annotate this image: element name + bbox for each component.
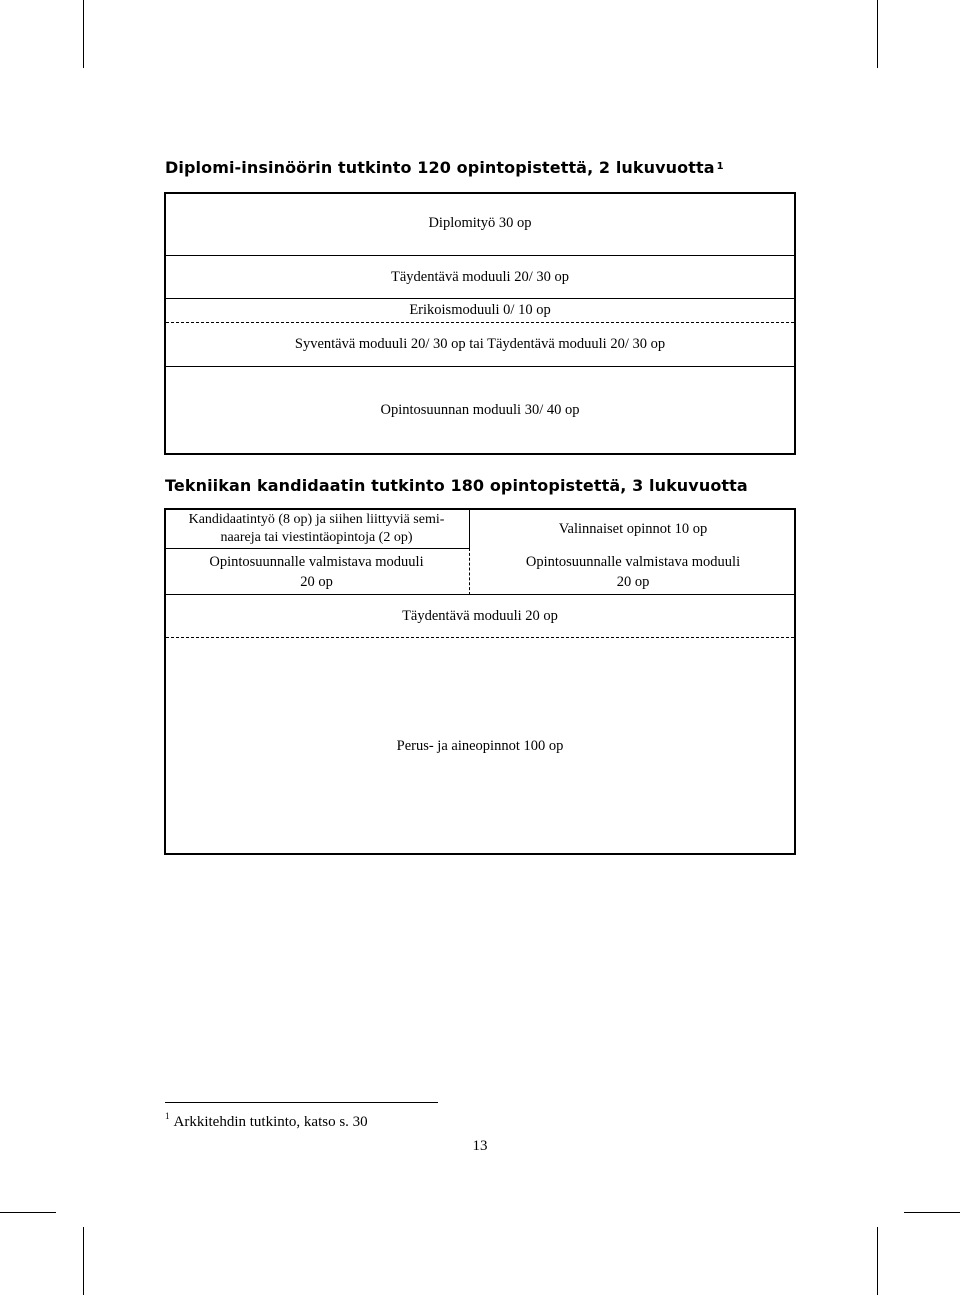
bachelor-supplementary-label: Täydentävä moduuli 20 op (402, 608, 558, 624)
master-degree-heading-text: Diplomi-insinöörin tutkinto 120 opintopistettä, 2 lukuvuotta (165, 158, 715, 177)
crop-mark-bottom-left-h (0, 1212, 56, 1213)
footnote-rule (165, 1102, 438, 1103)
bachelor-divider-1 (164, 594, 796, 595)
bachelor-thesis-line-1: Kandidaatintyö (8 op) ja siihen liittyviä semi- (188, 512, 445, 527)
bachelor-electives-label: Valinnaiset opinnot 10 op (558, 521, 708, 537)
crop-mark-bottom-left (83, 1227, 84, 1295)
bachelor-thesis-line-2: naareja tai viestintäopintoja (2 op) (220, 530, 413, 545)
bachelor-basic-label: Perus- ja aineopinnot 100 op (396, 738, 564, 754)
bachelor-degree-heading: Tekniikan kandidaatin tutkinto 180 opintopistettä, 3 lukuvuotta (165, 476, 748, 495)
master-divider-1 (164, 255, 796, 256)
footnote-marker: 1 (165, 1111, 170, 1121)
crop-mark-bottom-right-h (904, 1212, 960, 1213)
master-dashed-divider (166, 322, 794, 323)
master-divider-2 (164, 298, 796, 299)
crop-mark-top-right (877, 0, 878, 68)
master-supplementary-label: Täydentävä moduuli 20/ 30 op (391, 269, 569, 285)
crop-mark-top-left (83, 0, 84, 68)
footnote-text: Arkkitehdin tutkinto, katso s. 30 (173, 1114, 368, 1130)
crop-mark-bottom-right (877, 1227, 878, 1295)
page-number: 13 (472, 1138, 488, 1154)
bachelor-dashed-divider (166, 637, 794, 638)
master-divider-3 (164, 366, 796, 367)
bachelor-left-divider (164, 548, 469, 549)
master-degree-heading (165, 158, 724, 177)
master-thesis-label: Diplomityö 30 op (428, 215, 532, 231)
master-advanced-label: Syventävä moduuli 20/ 30 op tai Täydentävä moduuli 20/ 30 op (294, 336, 666, 352)
footnote-reference: 1 (716, 161, 724, 172)
bachelor-prep-left-line-2: 20 op (300, 574, 333, 590)
master-orientation-label: Opintosuunnan moduuli 30/ 40 op (380, 402, 580, 418)
footnote (165, 1111, 368, 1131)
bachelor-prep-right-line-1: Opintosuunnalle valmistava moduuli (525, 554, 741, 570)
master-special-label: Erikoismoduuli 0/ 10 op (409, 302, 551, 318)
bachelor-prep-left-line-1: Opintosuunnalle valmistava moduuli (209, 554, 424, 570)
bachelor-prep-right-line-2: 20 op (616, 574, 650, 590)
